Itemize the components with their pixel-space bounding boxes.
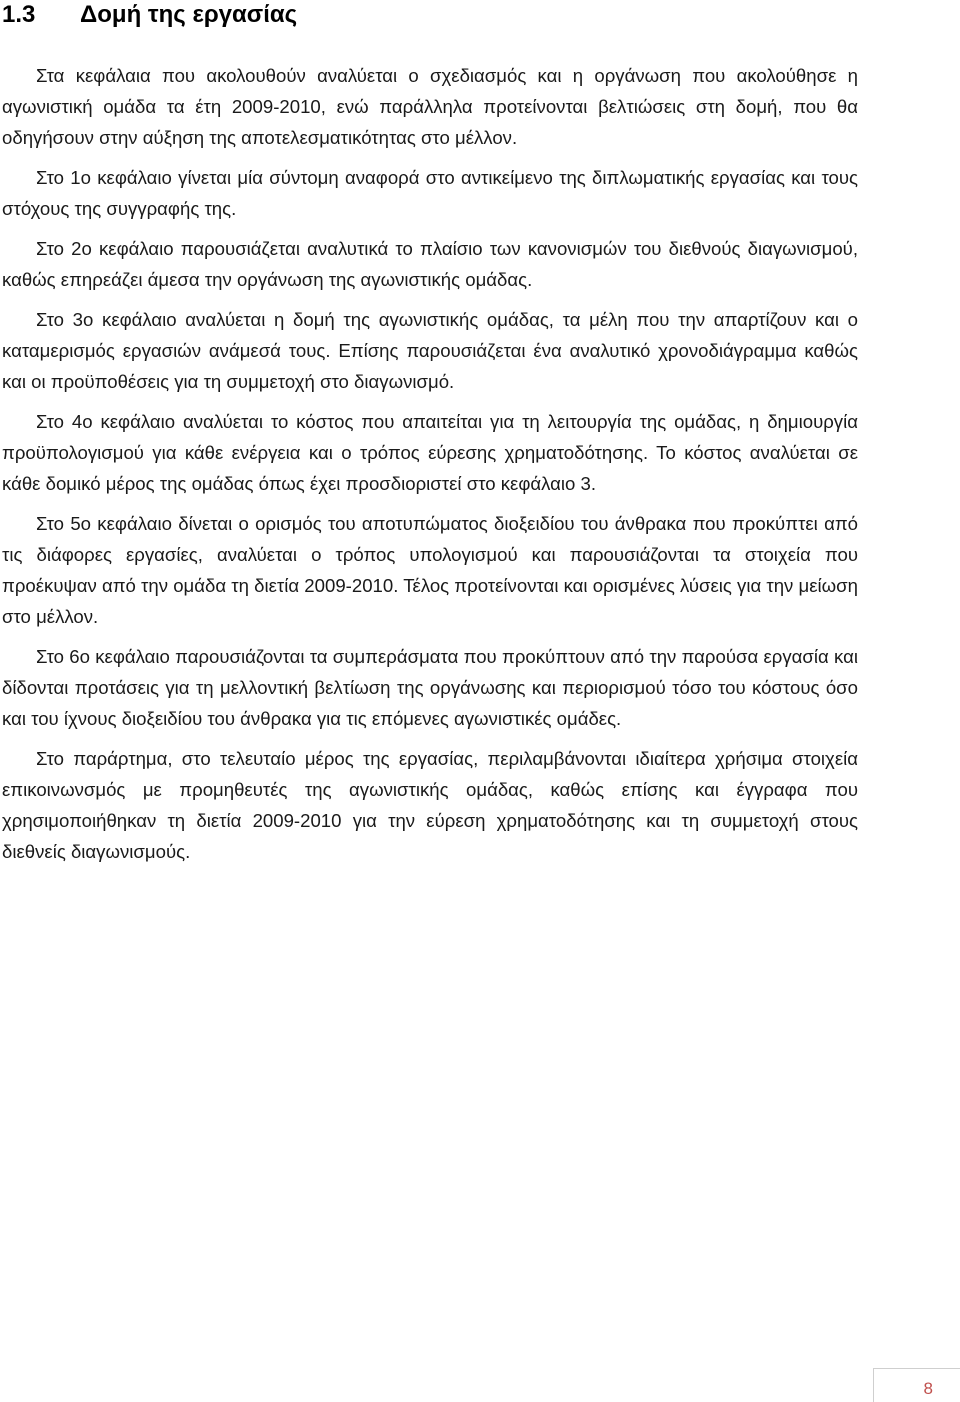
section-heading — [2, 0, 297, 30]
document-body — [2, 60, 858, 876]
paragraph-chapter-3: Στο 3ο κεφάλαιο αναλύεται η δομή της αγωνιστικής ομάδας, τα μέλη που την απαρτίζουν και ο καταμερισμός εργασιών ανάμεσά τους. Επίσης παρουσιάζεται ένα αναλυτικό χρονοδιάγραμμα καθώς και οι προϋποθέσεις για τη συμμετοχή στο διαγωνισμό. — [2, 309, 858, 392]
paragraph-intro: Στα κεφάλαια που ακολουθούν αναλύεται ο σχεδιασμός και η οργάνωση που ακολούθησε η αγωνιστική ομάδα τα έτη 2009-2010, ενώ παράλληλα προτείνονται βελτιώσεις στη δομή, που θα οδηγήσουν στην αύξηση της αποτελεσματικότητας στο μέλλον. — [2, 65, 858, 148]
paragraph-chapter-2: Στο 2ο κεφάλαιο παρουσιάζεται αναλυτικά το πλαίσιο των κανονισμών του διεθνούς διαγωνισμού, καθώς επηρεάζει άμεσα την οργάνωση της αγωνιστικής ομάδας. — [2, 238, 858, 290]
page-number: 8 — [923, 1379, 933, 1398]
paragraph-chapter-5: Στο 5ο κεφάλαιο δίνεται ο ορισμός του αποτυπώματος διοξειδίου του άνθρακα που προκύπτει από τις διάφορες εργασίες, αναλύεται ο τρόπος υπολογισμού και παρουσιάζονται τα στοιχεία που προέκυψαν από την ομάδα τη διετία 2009-2010. Τέλος προτείνονται και ορισμένες λύσεις για την μείωση στο μέλλον. — [2, 513, 858, 627]
paragraph-chapter-4: Στο 4ο κεφάλαιο αναλύεται το κόστος που απαιτείται για τη λειτουργία της ομάδας, η δημιουργία προϋπολογισμού για κάθε ενέργεια και ο τρόπος εύρεσης χρηματοδότησης. Το κόστος αναλύεται σε κάθε δομικό μέρος της ομάδας όπως έχει προσδιοριστεί στο κεφάλαιο 3. — [2, 411, 858, 494]
page-number-frame — [873, 1368, 960, 1402]
paragraph-appendix: Στο παράρτημα, στο τελευταίο μέρος της εργασίας, περιλαμβάνονται ιδιαίτερα χρήσιμα στοιχεία επικοινωνσμός με προμηθευτές της αγωνιστικής ομάδας, καθώς επίσης και έγγραφα που χρησιμοποιήθηκαν τη διετία 2009-2010 για την εύρεση χρηματοδότησης και τη συμμετοχή στους διεθνείς διαγωνισμούς. — [2, 748, 858, 862]
paragraph-chapter-6: Στο 6ο κεφάλαιο παρουσιάζονται τα συμπεράσματα που προκύπτουν από την παρούσα εργασία και δίδονται προτάσεις για τη μελλοντική βελτίωση της οργάνωσης και περιορισμού τόσο του κόστους όσο και του ίχνους διοξειδίου του άνθρακα για τις επόμενες αγωνιστικές ομάδες. — [2, 646, 858, 729]
paragraph-chapter-1: Στο 1ο κεφάλαιο γίνεται μία σύντομη αναφορά στο αντικείμενο της διπλωματικής εργασίας και τους στόχους της συγγραφής της. — [2, 167, 858, 219]
section-title: Δομή της εργασίας — [80, 1, 298, 28]
section-number: 1.3 — [2, 1, 36, 28]
